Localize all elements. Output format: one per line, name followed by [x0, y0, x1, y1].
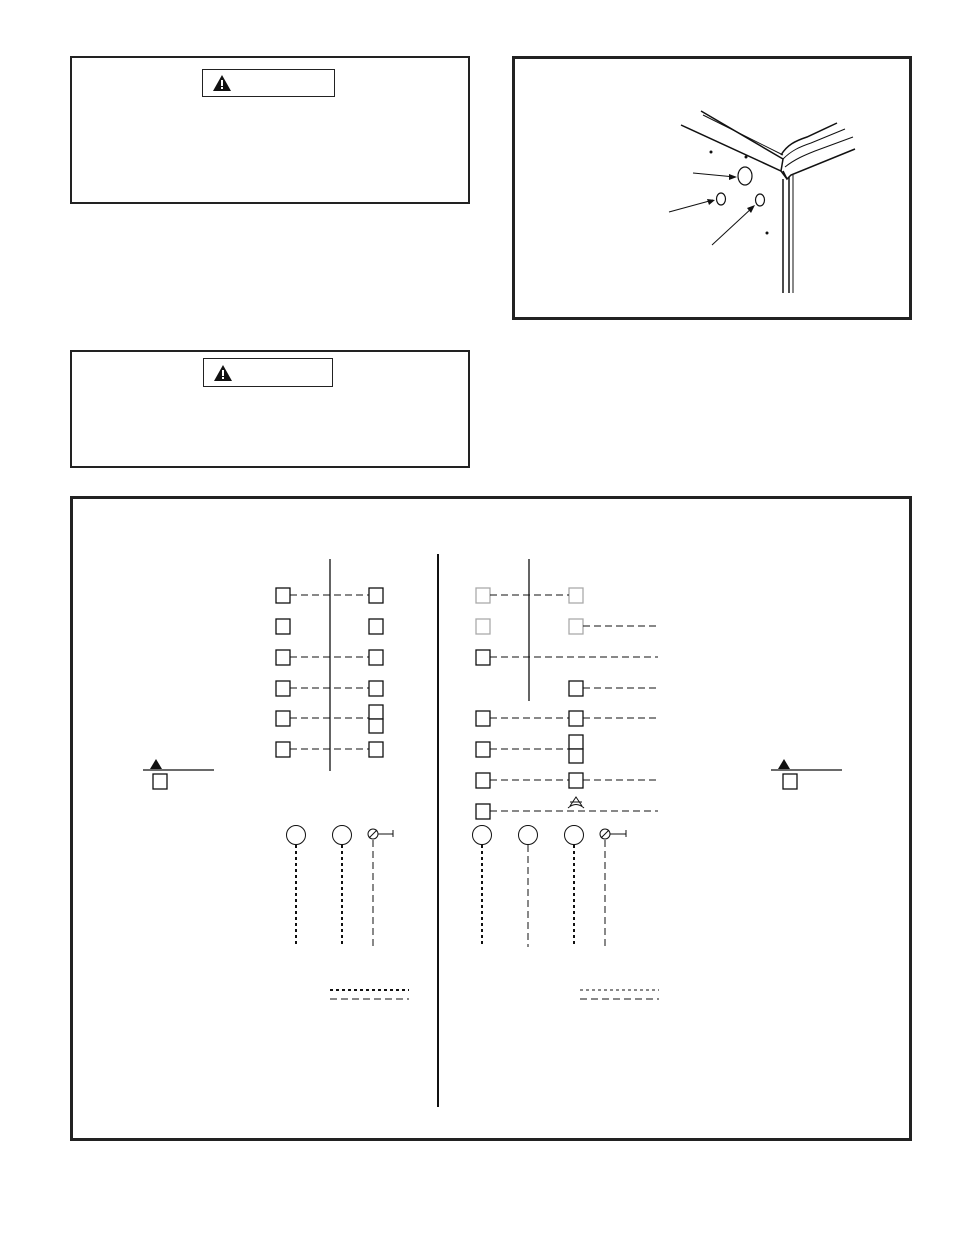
warning-header-2: [203, 358, 333, 387]
callout-arrow-2: [669, 199, 715, 212]
callout-arrow-3: [712, 205, 755, 245]
small-warning-icon: [778, 759, 790, 769]
figure-cabinet-corner: [512, 56, 912, 320]
warning-box-1: [70, 56, 470, 204]
warning-box-2: [70, 350, 470, 468]
knockout-small-2: [756, 194, 765, 206]
warning-triangle-icon: [214, 365, 232, 381]
left-screw-terminal: [368, 829, 393, 839]
knockout-small-1: [717, 193, 726, 205]
knockout-large: [738, 167, 752, 185]
right-connector-3: [565, 826, 584, 845]
right-screw-terminal: [600, 829, 626, 839]
warning-header-1: [202, 69, 335, 97]
wiring-diagram: [70, 496, 912, 1141]
right-panel: [473, 559, 843, 999]
left-connector-1: [287, 826, 306, 845]
left-connector-2: [333, 826, 352, 845]
callout-arrow-1: [693, 173, 737, 180]
cabinet-corner-illustration: [515, 59, 909, 317]
right-connector-2: [519, 826, 538, 845]
warning-triangle-icon: [213, 75, 231, 91]
wiring-diagram-svg: [73, 499, 909, 1138]
left-panel: [143, 559, 409, 999]
small-warning-icon: [150, 759, 162, 769]
right-connector-1: [473, 826, 492, 845]
thermal-switch-icon: [568, 797, 584, 808]
